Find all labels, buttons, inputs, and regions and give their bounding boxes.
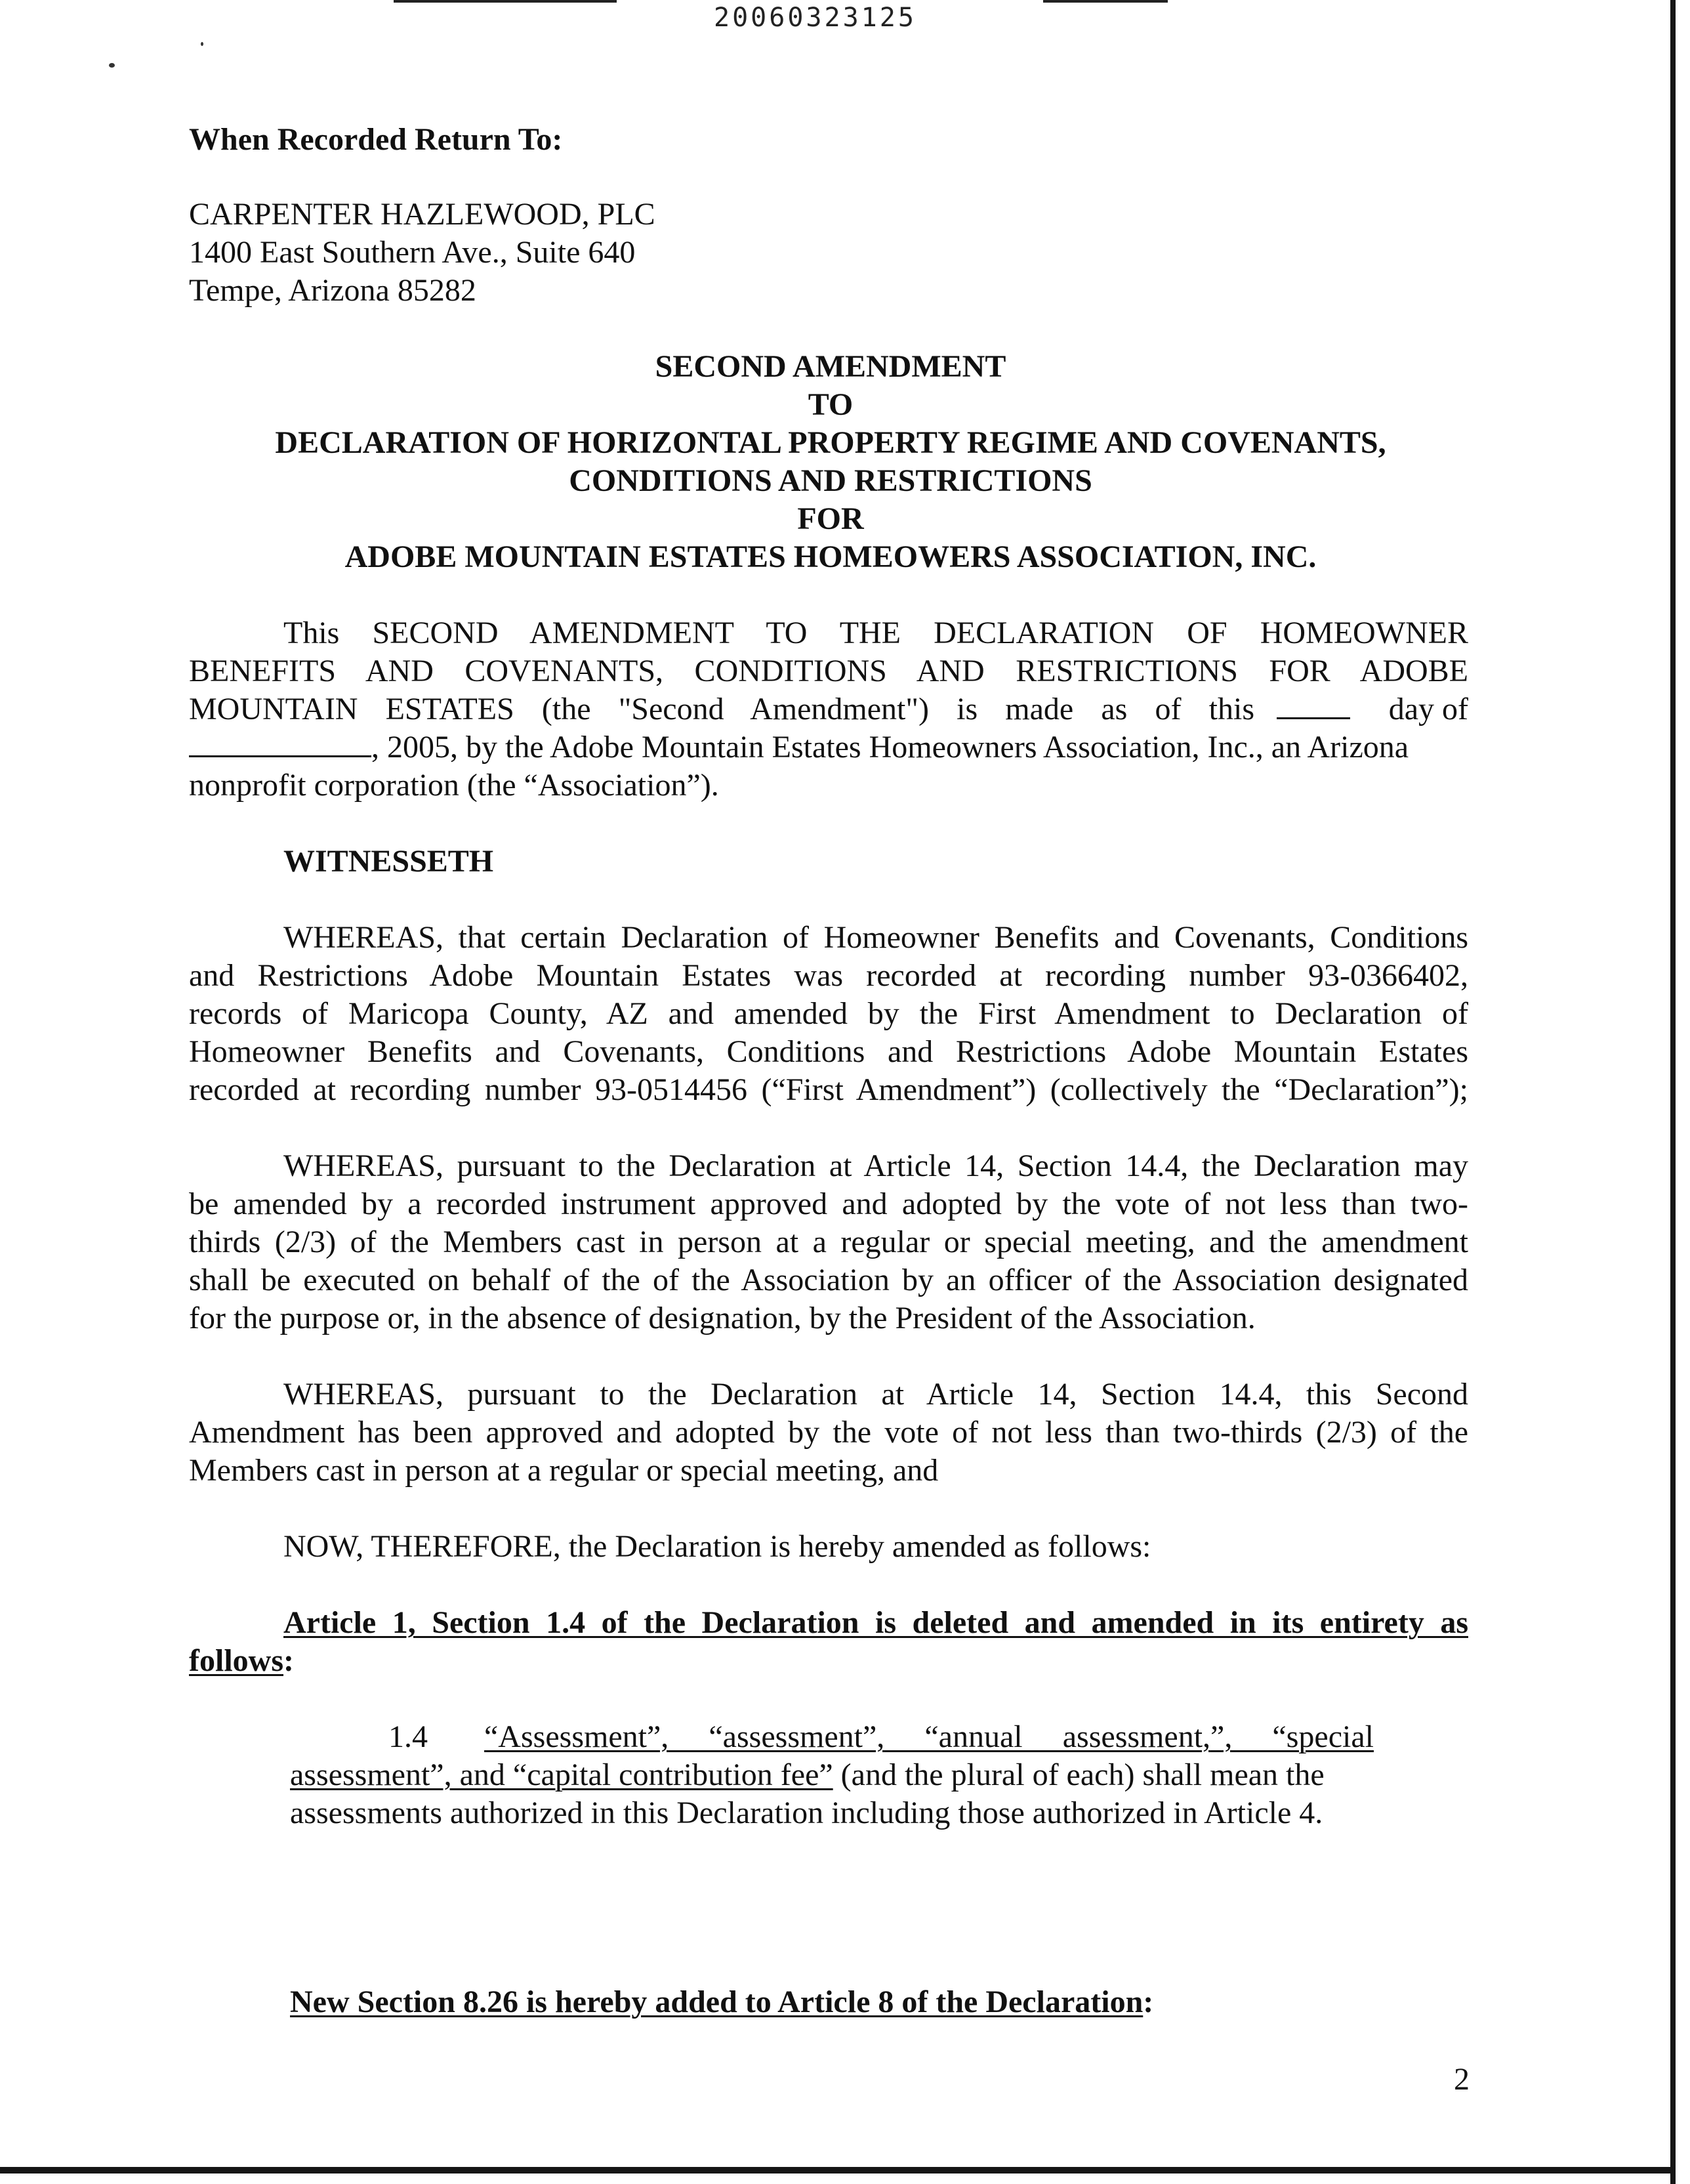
title-line-4: CONDITIONS AND RESTRICTIONS: [569, 463, 1092, 498]
intro-line-4: [189, 728, 1468, 766]
intro-line-3-text: MOUNTAIN ESTATES (the "Second Amendment") is made as of this: [189, 692, 1254, 726]
article1-follows: follows: [189, 1643, 283, 1678]
day-blank: [1277, 691, 1350, 719]
scan-edge-mark: [394, 0, 617, 3]
article1-heading-line-2: [189, 1642, 294, 1680]
page-number: 2: [1454, 2062, 1470, 2097]
scan-speck: [201, 42, 203, 46]
whereas3-line-2: Amendment has been approved and adopted by the vote of not less than two-thirds (2/3) of the: [189, 1415, 1468, 1450]
return-line-1: CARPENTER HAZLEWOOD, PLC: [189, 197, 655, 232]
section-1-4-line-2-text: (and the plural of each) shall mean the: [833, 1757, 1325, 1792]
section-1-4-number: 1.4: [388, 1719, 428, 1754]
new-section-heading: [290, 1983, 1153, 2021]
return-line-2: 1400 East Southern Ave., Suite 640: [189, 235, 636, 270]
whereas1-line-3: records of Maricopa County, AZ and amended by the First Amendment to Declaration of: [189, 996, 1468, 1031]
intro-line-5: nonprofit corporation (the “Association”).: [189, 768, 719, 803]
recording-number: 20060323125: [714, 3, 917, 33]
whereas1-line-4: Homeowner Benefits and Covenants, Conditions and Restrictions Adobe Mountain Estates: [189, 1034, 1468, 1069]
new-section-text: New Section 8.26 is hereby added to Article 8 of the Declaration: [290, 1984, 1144, 2019]
whereas2-line-1: WHEREAS, pursuant to the Declaration at Article 14, Section 14.4, the Declaration may: [283, 1148, 1468, 1183]
section-1-4-line-2: [290, 1756, 1325, 1794]
intro-line-3: [189, 690, 1468, 728]
month-blank: [189, 729, 371, 757]
intro-line-2: BENEFITS AND COVENANTS, CONDITIONS AND RESTRICTIONS FOR ADOBE: [189, 654, 1468, 688]
whereas1-line-1: WHEREAS, that certain Declaration of Homeowner Benefits and Covenants, Conditions: [283, 920, 1468, 955]
scan-speck: [109, 63, 115, 68]
whereas3-line-1: WHEREAS, pursuant to the Declaration at Article 14, Section 14.4, this Second: [283, 1377, 1468, 1412]
scan-border-bottom: [0, 2167, 1676, 2174]
title-line-1: SECOND AMENDMENT: [655, 349, 1006, 384]
whereas2-line-4: shall be executed on behalf of the of the Association by an officer of the Association designated: [189, 1263, 1468, 1297]
section-1-4-line-3: assessments authorized in this Declaration including those authorized in Article 4.: [290, 1796, 1323, 1830]
section-1-4-line-1: “Assessment”, “assessment”, “annual assessment,”, “special: [484, 1719, 1374, 1754]
new-section-colon: :: [1143, 1984, 1154, 2019]
scan-border-right: [1670, 0, 1676, 2184]
whereas2-line-3: thirds (2/3) of the Members cast in person at a regular or special meeting, and the amendment: [189, 1225, 1468, 1259]
whereas1-line-2: and Restrictions Adobe Mountain Estates was recorded at recording number 93-0366402,: [189, 958, 1468, 993]
whereas2-line-5: for the purpose or, in the absence of designation, by the President of the Association.: [189, 1301, 1256, 1335]
title-line-6: ADOBE MOUNTAIN ESTATES HOMEOWERS ASSOCIATION, INC.: [344, 539, 1317, 574]
whereas3-line-3: Members cast in person at a regular or special meeting, and: [189, 1453, 939, 1488]
title-line-3: DECLARATION OF HORIZONTAL PROPERTY REGIME AND COVENANTS,: [275, 425, 1386, 460]
witnesseth-heading: WITNESSETH: [283, 844, 494, 879]
title-line-2: TO: [808, 387, 854, 422]
scan-edge-mark: [1043, 0, 1168, 3]
whereas2-line-2: be amended by a recorded instrument approved and adopted by the vote of not less than two-: [189, 1186, 1468, 1221]
section-1-4-defined-terms: assessment”, and “capital contribution fee”: [290, 1757, 833, 1792]
return-line-3: Tempe, Arizona 85282: [189, 273, 476, 308]
intro-line-4-text: , 2005, by the Adobe Mountain Estates Homeowners Association, Inc., an Arizona: [371, 730, 1409, 765]
article1-colon: :: [283, 1643, 294, 1678]
now-therefore: NOW, THEREFORE, the Declaration is hereby amended as follows:: [283, 1529, 1151, 1564]
article1-heading-line-1: Article 1, Section 1.4 of the Declaration is deleted and amended in its entirety as: [283, 1605, 1468, 1640]
return-heading: When Recorded Return To:: [189, 122, 563, 157]
intro-line-3-day-of: day of: [1388, 692, 1468, 726]
intro-line-1: This SECOND AMENDMENT TO THE DECLARATION OF HOMEOWNER: [283, 616, 1468, 650]
title-line-5: FOR: [797, 501, 864, 536]
whereas1-line-5: recorded at recording number 93-0514456 (“First Amendment”) (collectively the “Declaration”);: [189, 1072, 1468, 1107]
